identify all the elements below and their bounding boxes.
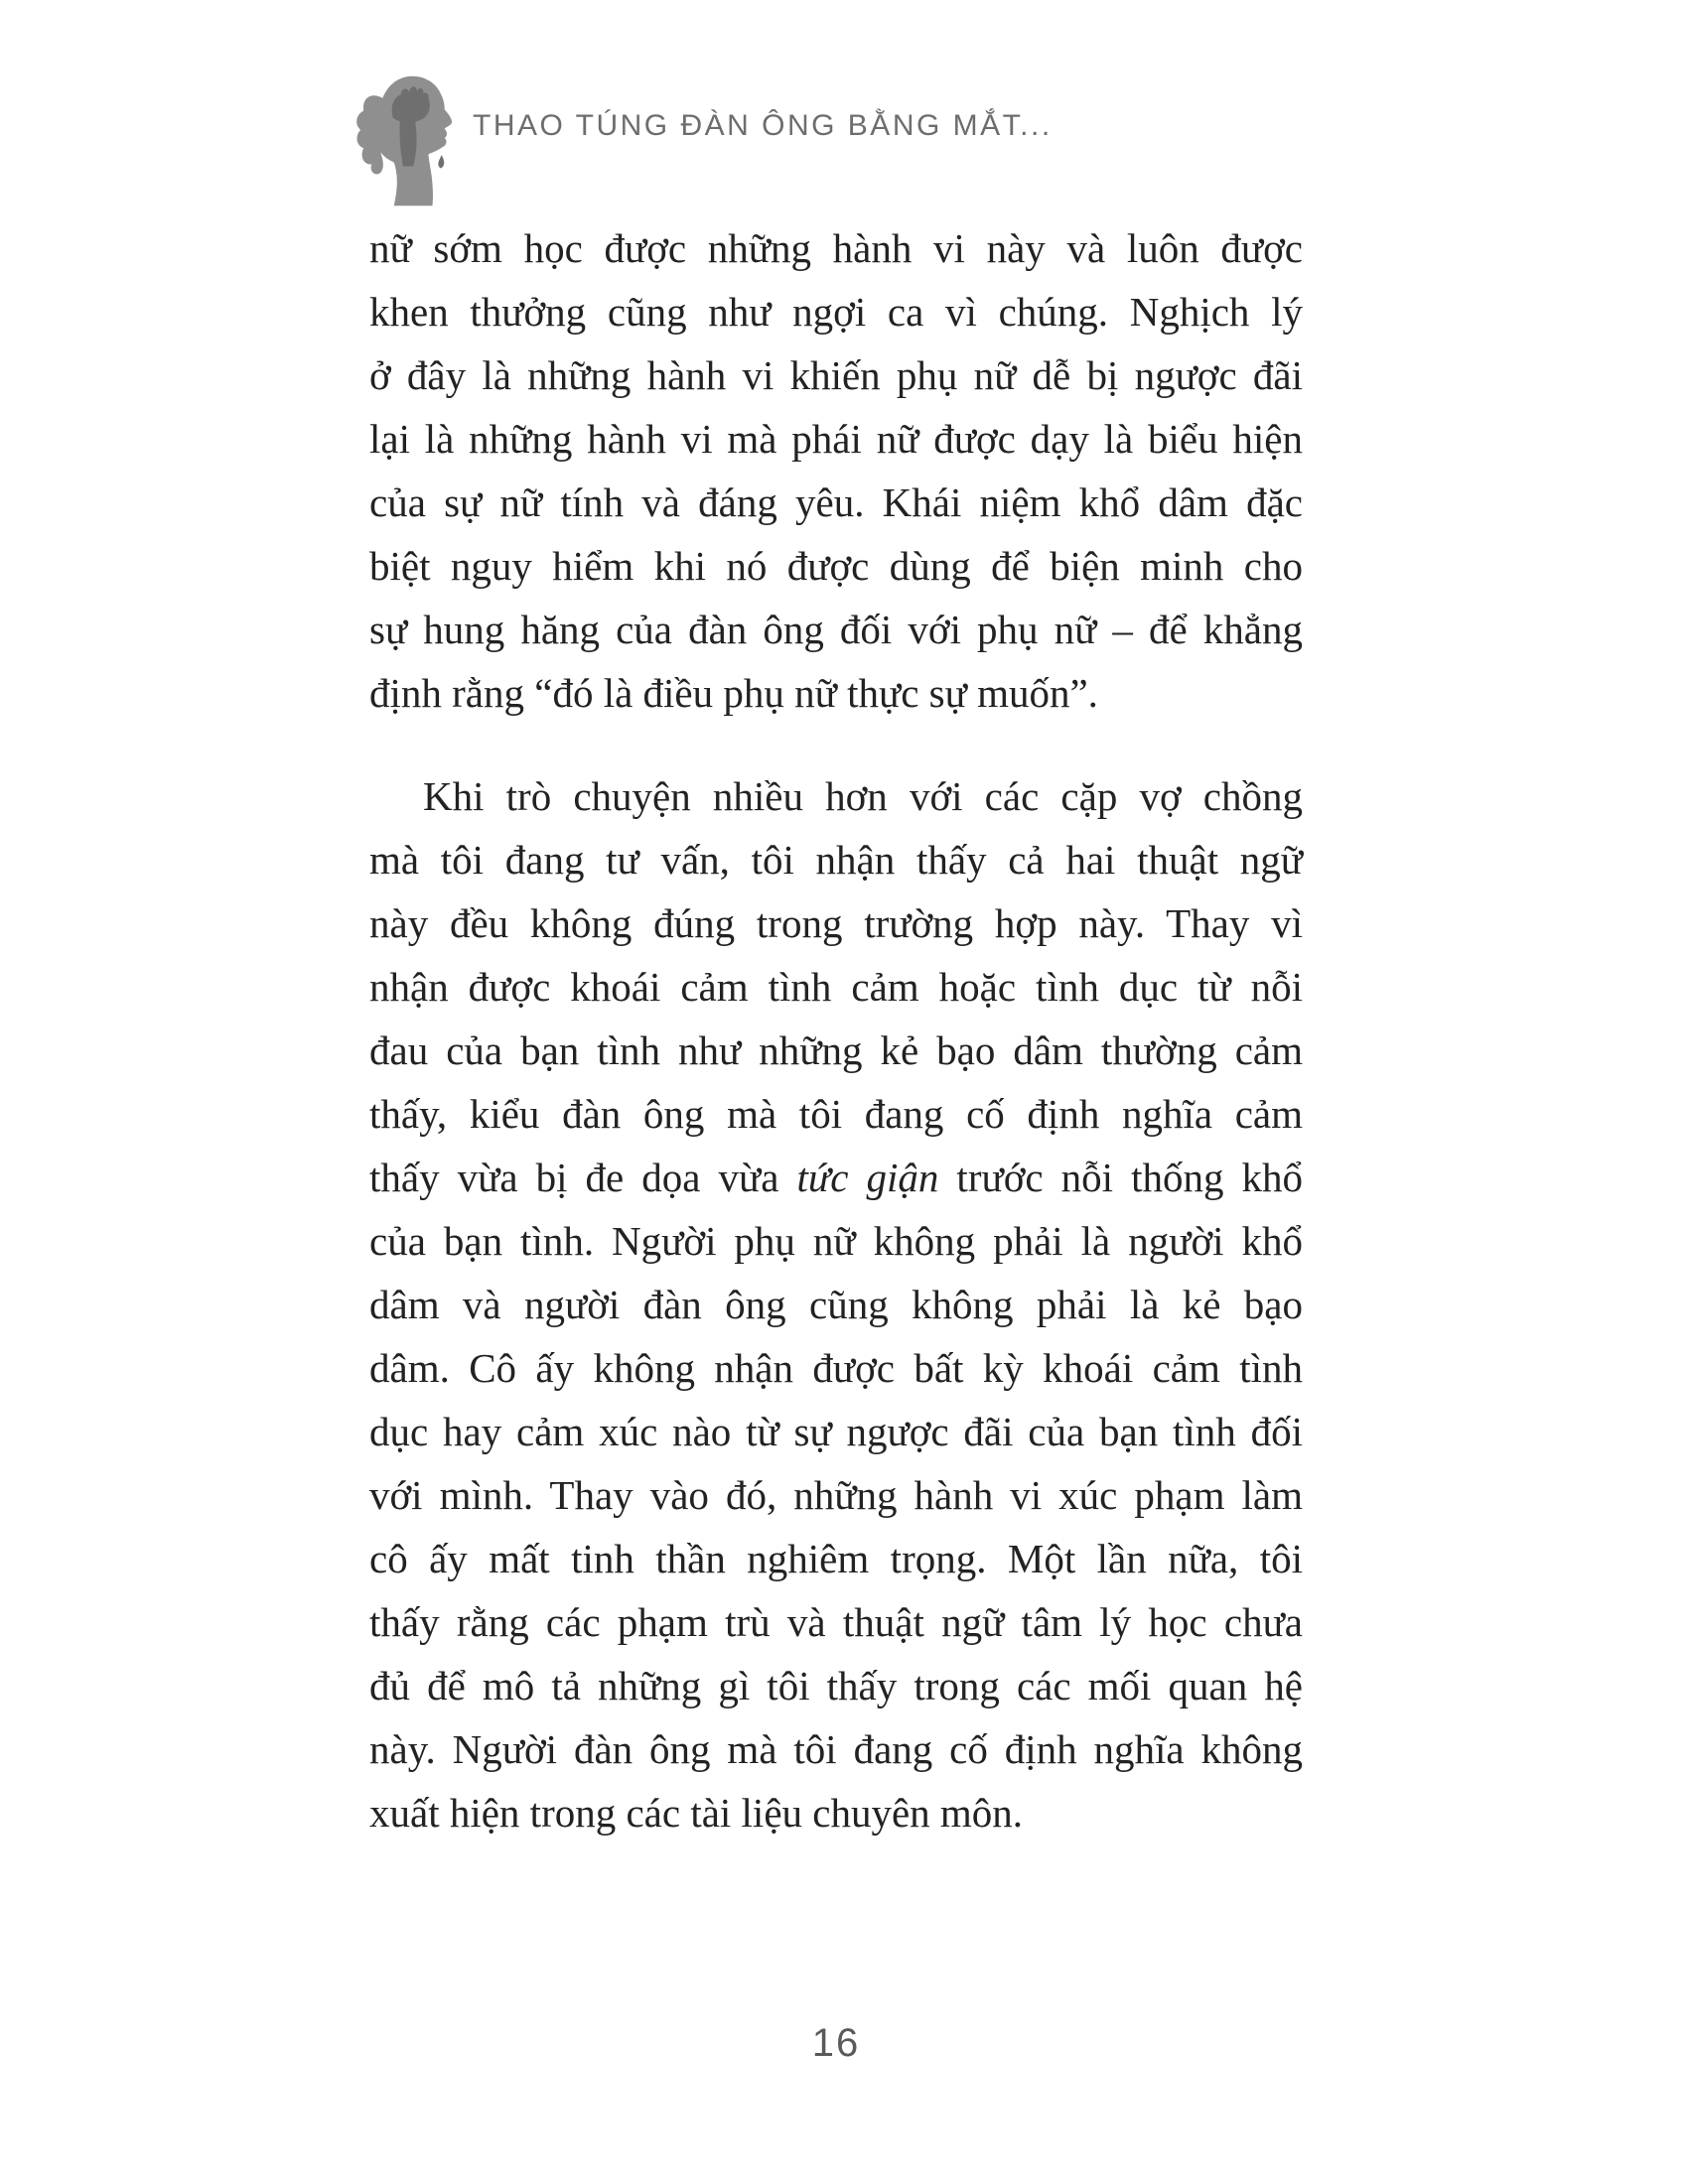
text-line: này. Người đàn ông mà tôi đang cố định nghĩa không (369, 1726, 1303, 1772)
text-line: dục hay cảm xúc nào từ sự ngược đãi của bạn tình đối (369, 1409, 1303, 1454)
text-line: nhận được khoái cảm tình cảm hoặc tình dục từ nỗi (369, 964, 1303, 1010)
text-line: của sự nữ tính và đáng yêu. Khái niệm khổ dâm đặc (369, 479, 1303, 525)
text-line: Khi trò chuyện nhiều hơn với các cặp vợ chồng (423, 773, 1303, 819)
woman-profile-fist-tear-icon (353, 71, 459, 206)
text-line: định rằng “đó là điều phụ nữ thực sự muốn”. (369, 670, 1098, 716)
text-line: biệt nguy hiểm khi nó được dùng để biện minh cho (369, 543, 1303, 589)
paragraph (369, 216, 1303, 725)
text-line: thấy, kiểu đàn ông mà tôi đang cố định nghĩa cảm (369, 1091, 1303, 1137)
text-line: xuất hiện trong các tài liệu chuyên môn. (369, 1790, 1024, 1836)
text-line: đau của bạn tình như những kẻ bạo dâm thường cảm (369, 1027, 1303, 1073)
text-line: với mình. Thay vào đó, những hành vi xúc phạm làm (369, 1472, 1303, 1518)
text-line: đủ để mô tả những gì tôi thấy trong các mối quan hệ (369, 1663, 1303, 1708)
text-line: nữ sớm học được những hành vi này và luôn được (369, 225, 1303, 271)
text-line: của bạn tình. Người phụ nữ không phải là người khổ (369, 1218, 1303, 1264)
text-line: cô ấy mất tinh thần nghiêm trọng. Một lần nữa, tôi (369, 1536, 1303, 1581)
text-line: lại là những hành vi mà phái nữ được dạy là biểu hiện (369, 416, 1303, 462)
body-text (369, 216, 1303, 1844)
italic-emphasis: tức giận (796, 1155, 939, 1200)
text-line: dâm. Cô ấy không nhận được bất kỳ khoái cảm tình (369, 1345, 1303, 1391)
paragraph (369, 764, 1303, 1844)
text-line: dâm và người đàn ông cũng không phải là kẻ bạo (369, 1282, 1303, 1327)
text-run: trước nỗi thống khổ (938, 1155, 1303, 1200)
page-number: 16 (811, 2021, 861, 2065)
text-line: ở đây là những hành vi khiến phụ nữ dễ bị ngược đãi (369, 352, 1303, 398)
text-run: thấy vừa bị đe dọa vừa (369, 1155, 797, 1200)
text-line (369, 1146, 1303, 1209)
text-line: sự hung hăng của đàn ông đối với phụ nữ – để khẳng (369, 607, 1303, 652)
text-line: này đều không đúng trong trường hợp này. Thay vì (369, 900, 1303, 946)
text-line: khen thưởng cũng như ngợi ca vì chúng. Nghịch lý (369, 289, 1303, 335)
text-line: mà tôi đang tư vấn, tôi nhận thấy cả hai thuật ngữ (369, 837, 1303, 883)
page-header (353, 71, 1053, 206)
running-head-title: THAO TÚNG ĐÀN ÔNG BẰNG MẮT... (473, 109, 1053, 142)
text-line: thấy rằng các phạm trù và thuật ngữ tâm lý học chưa (369, 1599, 1303, 1645)
